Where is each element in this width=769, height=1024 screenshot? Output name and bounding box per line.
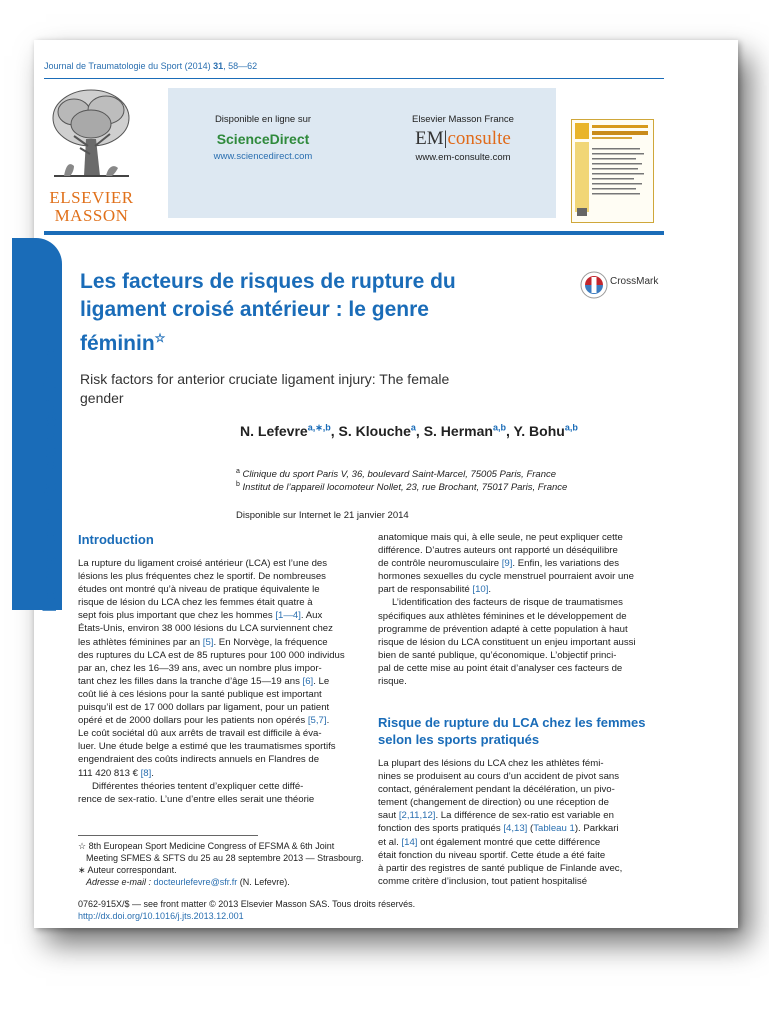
citation-link[interactable]: [1—4] (275, 610, 301, 622)
sciencedirect-logo[interactable]: ScienceDirect (216, 131, 310, 147)
em-caption: Elsevier Masson France (412, 114, 514, 125)
doi-link[interactable]: http://dx.doi.org/10.1016/j.jts.2013.12.001 (78, 911, 244, 921)
em-consulte-logo[interactable]: EM|consulte (415, 128, 511, 149)
footnote-rule (78, 835, 258, 836)
tree-icon (44, 84, 139, 184)
text-line: anatomique mais qui, à elle seule, ne peut expliquer cette (378, 532, 623, 543)
text-line: fonction des sports pratiqués [4,13] (Tableau 1). Parkkari (378, 823, 619, 835)
text-line: contact, généralement pendant la décélération, un pivo- (378, 784, 615, 796)
text-line: études ont montré qu’à niveau de pratique équivalente le (78, 584, 320, 596)
citation-link[interactable]: [6] (302, 675, 314, 687)
journal-reference: Journal de Traumatologie du Sport (2014) 31, 58—62 (44, 61, 258, 71)
text-line: bien de santé publique, qu’économique. L’objectif princi- (378, 649, 617, 661)
text-line: différence. D’autres auteurs ont rapporté un déséquilibre (378, 545, 618, 557)
author: N. Lefevre$^{a,∗,b}$, (240, 422, 339, 439)
text-line: États-Unis, environ 38 000 lésions du LCA surviennent chez (78, 623, 333, 635)
text-line: La plupart des lésions du LCA chez les athlètes fémi- (378, 758, 604, 769)
author: S. Klouche$^a$, (338, 422, 424, 439)
publisher-name-line1: ELSEVIER (49, 188, 134, 207)
masthead-rule (44, 231, 664, 235)
text-line: nines se produisent au cours d’un accident de pivot sans (378, 771, 620, 783)
text-line: comme critère d’inclusion, tout patient hospitalisé (378, 875, 588, 887)
text-line: Le coût sociétal dû aux arrêts de travail est difficile à éva- (78, 728, 322, 740)
author: S. Herman$^{a,b}$, (423, 422, 514, 439)
citation-link[interactable]: [4,13] (503, 823, 528, 835)
text-line: hormones sexuelles du cycle menstruel pourraient avoir une (378, 571, 634, 583)
section-heading-introduction: Introduction (78, 532, 154, 547)
text-line: risque de lésion du LCA chez les femmes était quatre à (78, 597, 313, 609)
text-line: opéré et de 2000 dollars pour les patients non opérés [5,7]. (78, 715, 330, 727)
citation-link[interactable]: [9] (501, 558, 513, 570)
copyright-line: 0762-915X/$ — see front matter © 2013 Elsevier Masson SAS. Tous droits réservés. (78, 899, 416, 909)
section-side-label: Formation médicale continue (40, 348, 61, 612)
footnote-corresponding: ∗ Auteur correspondant. (78, 865, 177, 875)
crossmark-label: CrossMark (610, 276, 659, 287)
text-line: les athlètes féminines par an [5]. En Norvège, la fréquence (78, 636, 328, 648)
text-line: et al. [14] ont également montré que cette différence (378, 836, 601, 848)
section-heading-risk: Risque de rupture du LCA chez les femmes selon les sports pratiqués (378, 715, 646, 747)
text-line: de contrôle neuromusculaire [9]. Enfin, les variations des (378, 558, 620, 570)
crossmark-button[interactable] (580, 271, 659, 304)
citation-link[interactable]: [14] (401, 836, 418, 848)
text-line: luer. Une étude belge a estimé que les traumatismes sportifs (78, 741, 336, 753)
available-online-date: Disponible sur Internet le 21 janvier 2014 (236, 510, 409, 521)
text-line: programme de prévention adapté à cette population à haut (378, 623, 628, 635)
affiliation: $^b$ Institut de l’appareil locomoteur Nollet, 23, rue Brochant, 75017 Paris, France (236, 481, 568, 494)
text-line: saut [2,11,12]. La différence de sex-ratio est variable en (378, 810, 614, 822)
body-column-left (78, 557, 356, 806)
publisher-name-line2: MASSON (54, 206, 129, 225)
text-line: par an, chez les 16—39 ans, avec un nombre plus impor- (78, 662, 322, 674)
footnote-email: Adresse e-mail : docteurlefevre@sfr.fr (N. Lefevre). (86, 877, 290, 887)
author-list (240, 422, 578, 439)
text-line: était fonction du niveau sportif. Cette étude a été faite (378, 849, 606, 861)
citation-link[interactable]: [5] (202, 636, 214, 648)
text-line: risque. (378, 676, 407, 688)
citation-link[interactable]: Tableau 1 (533, 823, 575, 835)
text-line: tement (changement de direction) ou une réception de (378, 797, 609, 809)
sciencedirect-link[interactable]: www.sciencedirect.com (213, 151, 313, 162)
text-line: puisqu’il est de 17 000 dollars par ligament, pour un patient (78, 702, 330, 714)
text-line: spécifiques aux athlètes féminines et le développement de (378, 610, 627, 622)
text-line: pal de cette mise au point était d’analyser ces facteurs de (378, 662, 623, 674)
text-line: rence de sex-ratio. L’une d’entre elles serait une théorie (78, 793, 315, 805)
header-rule (44, 78, 664, 79)
title-footnote-mark[interactable]: ☆ (154, 331, 166, 345)
text-line: 111 420 813 € [8]. (78, 767, 154, 779)
text-line: lésions les plus fréquentes chez le sportif. De nombreuses (78, 571, 326, 583)
affiliation: $^a$ Clinique du sport Paris V, 36, boulevard Saint-Marcel, 75005 Paris, France (236, 468, 557, 481)
text-line: La rupture du ligament croisé antérieur (LCA) est l’une des (78, 558, 328, 569)
text-line: tant chez les filles dans la tranche d’âge 15—19 ans [6]. Le (78, 675, 330, 687)
crossmark-icon (580, 271, 608, 299)
text-line: L’identification des facteurs de risque de traumatismes (392, 597, 623, 609)
em-consulte-link[interactable]: www.em-consulte.com (415, 152, 511, 163)
text-line: sept fois plus important que chez les hommes [1—4]. Aux (78, 610, 323, 622)
text-line: part de responsabilité [10]. (378, 584, 492, 596)
body-column-right-bottom (378, 757, 656, 888)
sciencedirect-caption: Disponible en ligne sur (214, 114, 312, 125)
citation-link[interactable]: [5,7] (307, 715, 327, 727)
text-line: Différentes théories tentent d’expliquer cette diffé- (92, 780, 304, 792)
citation-link[interactable]: [10] (472, 584, 489, 596)
text-line: à partir des registres de santé publique de Finlande avec, (378, 862, 623, 874)
body-column-right-top (378, 531, 656, 688)
footnote-congress: ☆ 8th European Sport Medicine Congress of EFSMA & 6th Joint Meeting SFMES & SFTS du 25 au 28 septembre 2013 — Strasbourg. (78, 841, 364, 863)
elsevier-logo (44, 84, 139, 224)
availability-banner (168, 88, 556, 218)
article-title-en: Risk factors for anterior cruciate ligament injury: The female gender (80, 371, 450, 406)
text-line: coût lié à ces lésions pour la santé publique est important (78, 688, 322, 700)
article-title-fr: Les facteurs de risques de rupture du ligament croisé antérieur : le genre féminin☆ (80, 270, 456, 355)
text-line: des ruptures du LCA est de 85 ruptures pour 100 000 individus (78, 649, 345, 661)
journal-cover-thumbnail (571, 119, 654, 223)
text-line: engendraient des coûts indirects annuels en Flandres de (78, 754, 320, 766)
text-line: risque de lésion du LCA constituent un enjeu important aussi (378, 636, 636, 648)
email-link[interactable]: docteurlefevre@sfr.fr (153, 877, 238, 887)
citation-link[interactable]: [2,11,12] (398, 810, 436, 822)
author: Y. Bohu$^{a,b}$ (513, 422, 578, 439)
citation-link[interactable]: [8] (140, 767, 152, 779)
